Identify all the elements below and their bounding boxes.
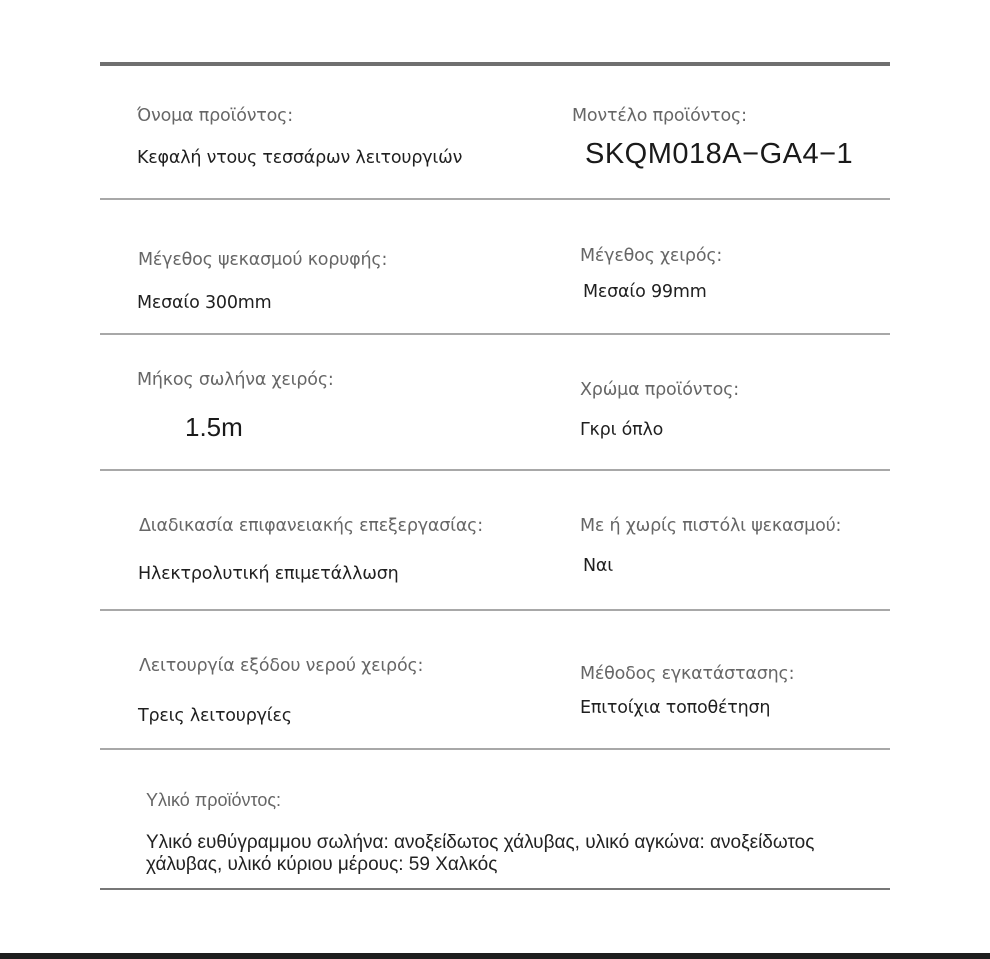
surface-treatment-label: Διαδικασία επιφανειακής επεξεργασίας: — [139, 516, 483, 536]
spray-gun-label: Με ή χωρίς πιστόλι ψεκασμού: — [580, 516, 842, 536]
top-spray-size-label: Μέγεθος ψεκασμού κορυφής: — [138, 250, 388, 270]
material-label: Υλικό προϊόντος: — [146, 790, 282, 810]
spray-gun-value: Ναι — [583, 556, 613, 576]
product-color-value: Γκρι όπλο — [580, 420, 664, 440]
hand-hose-length-value: 1.5m — [185, 412, 243, 442]
top-divider — [100, 62, 890, 66]
hand-size-value: Μεσαίο 99mm — [583, 282, 707, 302]
row-divider — [100, 198, 890, 200]
product-color-label: Χρώμα προϊόντος: — [580, 380, 739, 400]
row-divider — [100, 469, 890, 471]
surface-treatment-value: Ηλεκτρολυτική επιμετάλλωση — [138, 564, 399, 584]
product-name-label: Όνομα προϊόντος: — [137, 106, 293, 126]
hand-size-label: Μέγεθος χειρός: — [580, 246, 723, 266]
product-name-value: Κεφαλή ντους τεσσάρων λειτουργιών — [137, 148, 463, 168]
bottom-bar — [0, 953, 990, 959]
top-spray-size-value: Μεσαίο 300mm — [137, 293, 272, 313]
row-divider — [100, 748, 890, 750]
install-method-label: Μέθοδος εγκατάστασης: — [580, 664, 795, 684]
row-divider — [100, 333, 890, 335]
install-method-value: Επιτοίχια τοποθέτηση — [580, 698, 771, 718]
product-model-value: SKQM018A−GA4−1 — [585, 138, 854, 170]
product-model-label: Μοντέλο προϊόντος: — [572, 106, 747, 126]
hand-water-function-label: Λειτουργία εξόδου νερού χειρός: — [139, 656, 424, 676]
row-divider — [100, 609, 890, 611]
hand-hose-length-label: Μήκος σωλήνα χειρός: — [137, 370, 334, 390]
material-value: Υλικό ευθύγραμμου σωλήνα: ανοξείδωτος χάλυβας, υλικό αγκώνα: ανοξείδωτος χάλυβας, υλικό κύριου μέρους: 59 Χαλκός — [146, 832, 815, 875]
row-divider — [100, 888, 890, 890]
hand-water-function-value: Τρεις λειτουργίες — [138, 706, 292, 726]
